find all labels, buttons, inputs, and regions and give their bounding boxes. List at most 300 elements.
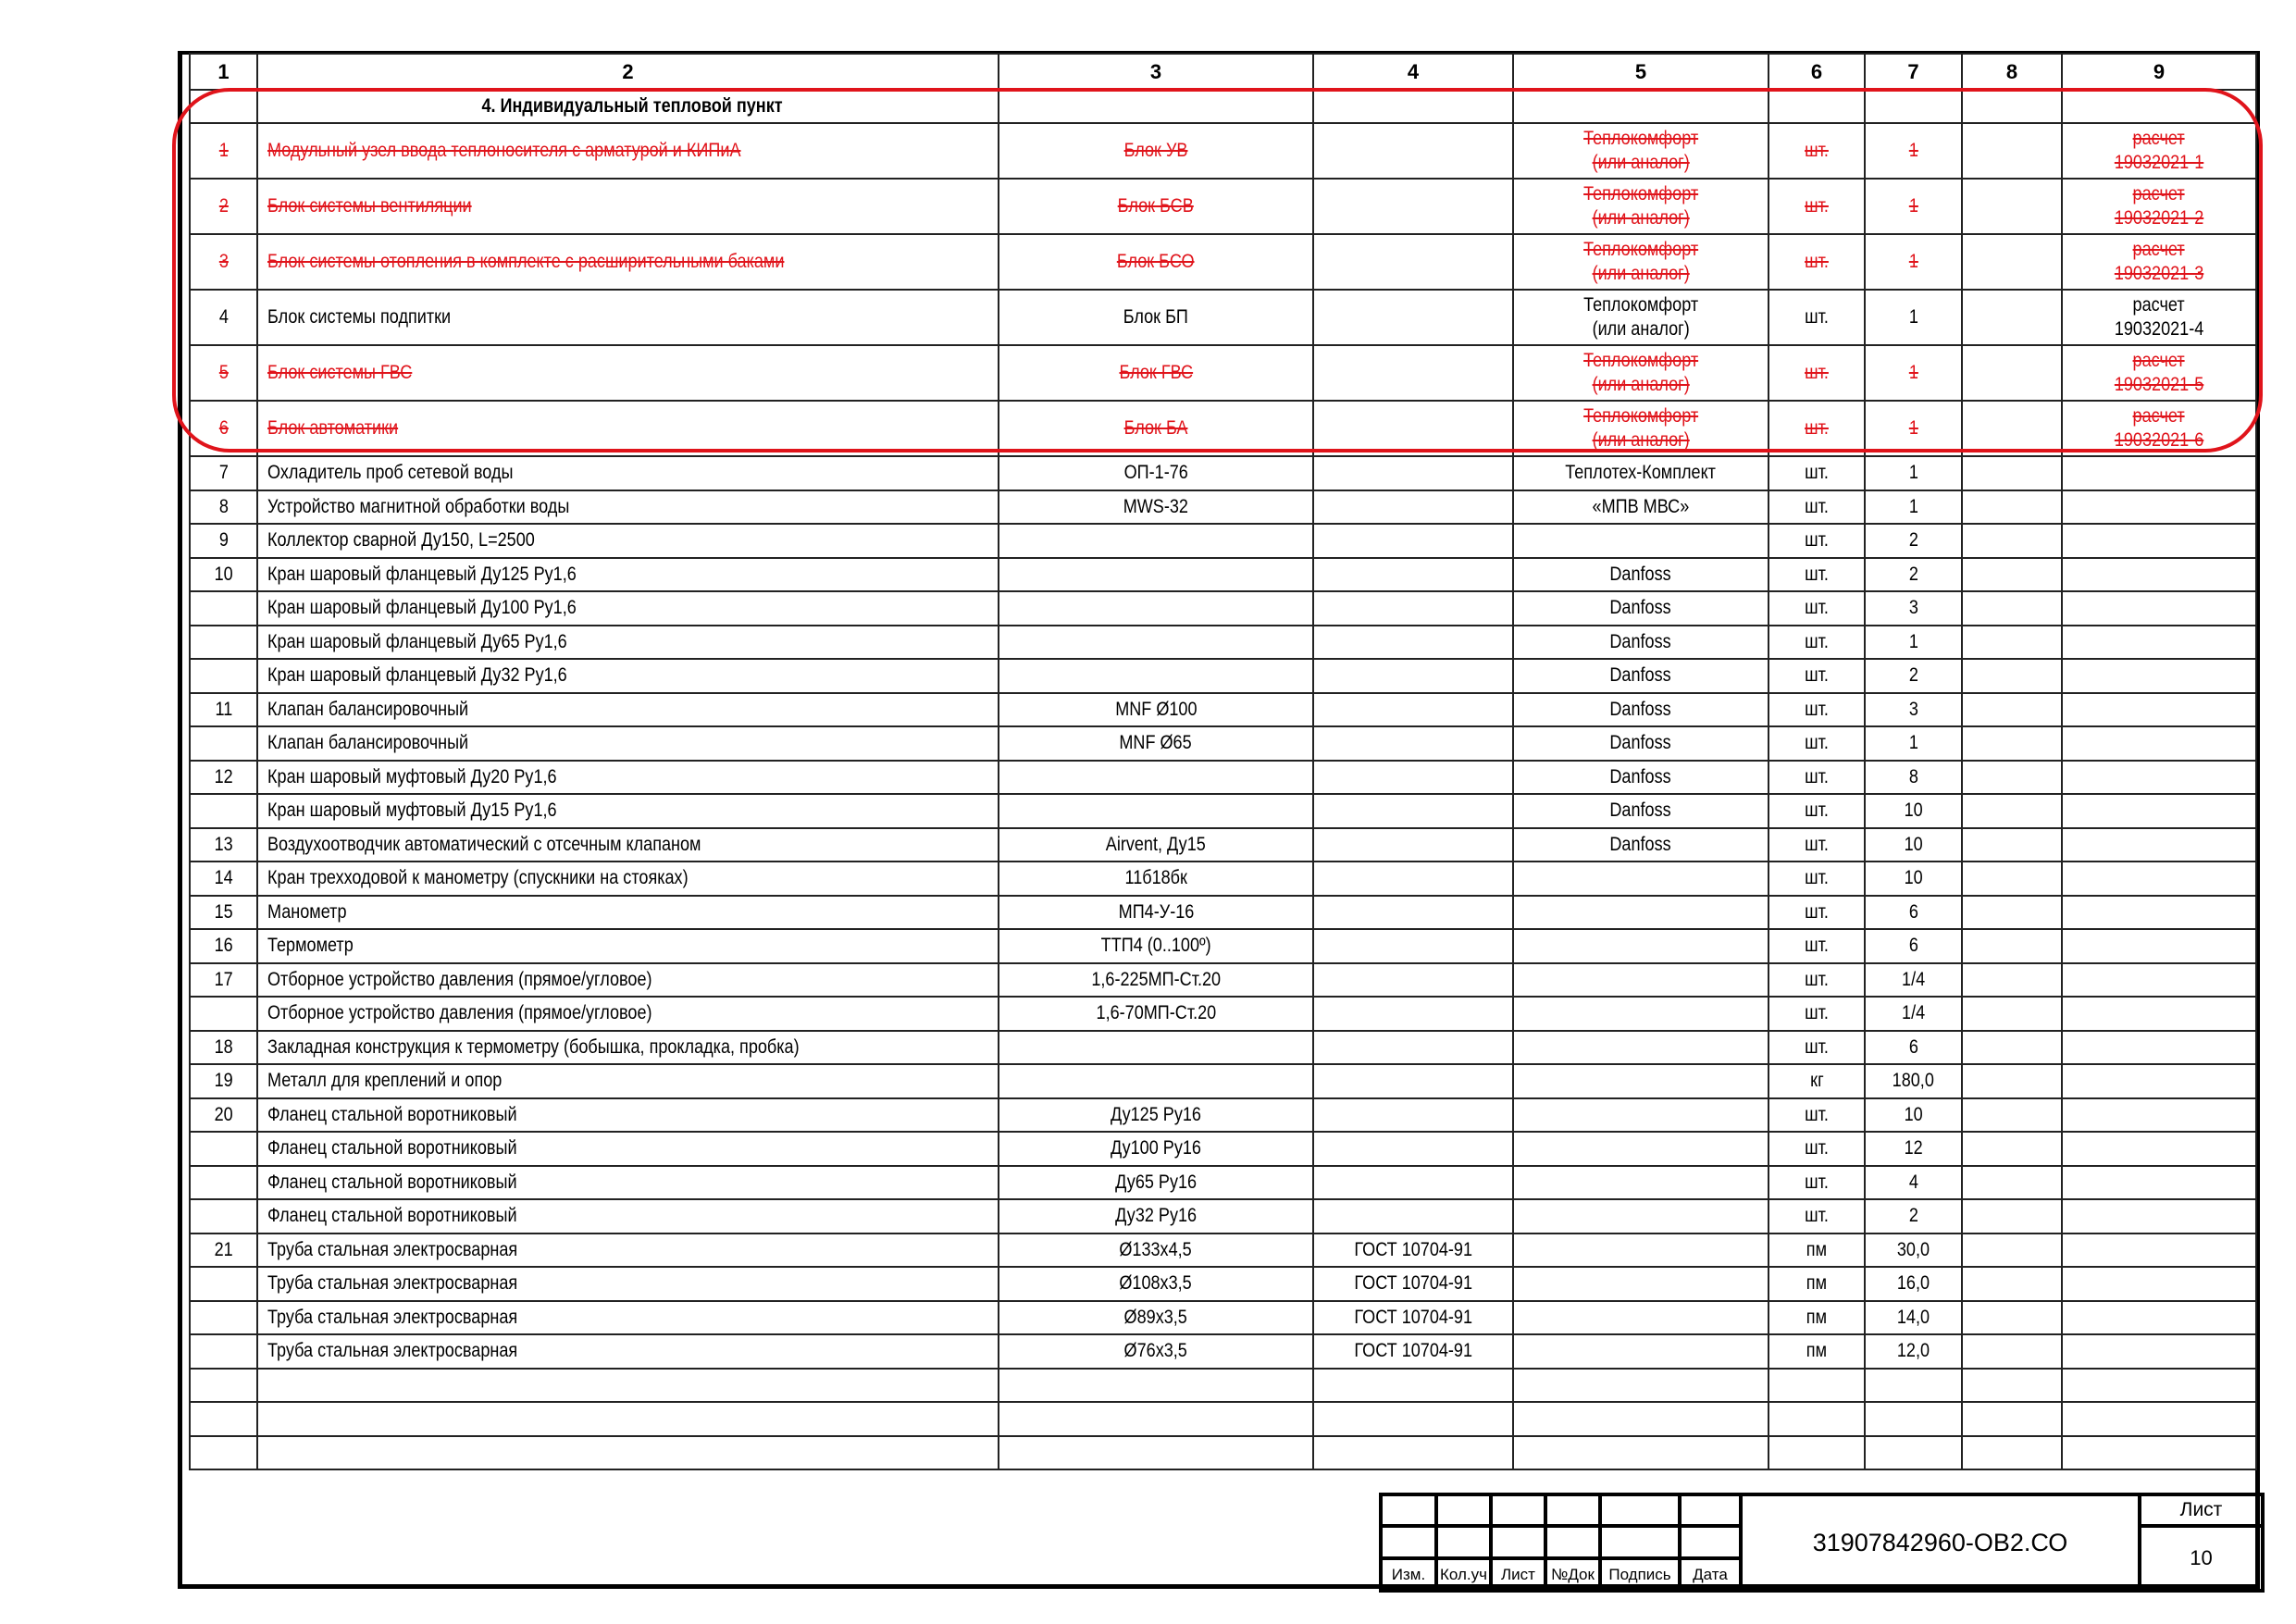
table-row: [190, 1132, 2256, 1166]
table-row: [190, 862, 2256, 896]
cell-type: [999, 558, 1313, 592]
cell-position: 11: [190, 693, 257, 727]
cell-name: Отборное устройство давления (прямое/угловое): [257, 997, 999, 1031]
cell-type: Ø108х3,5: [999, 1267, 1313, 1301]
cell-name: Труба стальная электросварная: [257, 1334, 999, 1369]
cell-manufacturer: Теплокомфорт (или аналог): [1513, 123, 1769, 179]
cell-manufacturer: [1513, 1199, 1769, 1233]
cell-manufacturer: Danfoss: [1513, 591, 1769, 626]
table-row: [190, 290, 2256, 345]
cell-position: 5: [190, 345, 257, 401]
cell-document: [1313, 896, 1513, 930]
label-kol-uch: Кол.уч: [1436, 1558, 1491, 1591]
cell-position: [190, 659, 257, 693]
cell-manufacturer: Теплотех-Комплект: [1513, 456, 1769, 490]
cell-position: [190, 1369, 257, 1403]
cell-note: [2062, 1233, 2256, 1268]
specification-table: [189, 53, 2257, 1470]
cell-name: Блок системы вентиляции: [257, 179, 999, 234]
table-row: [190, 1064, 2256, 1098]
label-izm: Изм.: [1381, 1558, 1436, 1591]
cell-note: [2062, 1132, 2256, 1166]
cell-name: Блок системы ГВС: [257, 345, 999, 401]
cell-manufacturer: Теплокомфорт (или аналог): [1513, 234, 1769, 290]
cell-unit: шт.: [1769, 1199, 1865, 1233]
cell-type: Блок БСВ: [999, 179, 1313, 234]
cell-quantity: 10: [1865, 862, 1962, 896]
cell-name: Блок системы подпитки: [257, 290, 999, 345]
cell-mass: [1962, 1369, 2062, 1403]
cell-type: Блок УВ: [999, 123, 1313, 179]
cell-quantity: 1: [1865, 290, 1962, 345]
cell-quantity: 3: [1865, 591, 1962, 626]
cell-note: [2062, 626, 2256, 660]
sheet-number: 10: [2140, 1526, 2263, 1591]
cell-note: расчет 19032021-2: [2062, 179, 2256, 234]
cell-note: [2062, 862, 2256, 896]
table-row: [190, 659, 2256, 693]
column-header: 8: [1962, 54, 2062, 90]
cell-unit: шт.: [1769, 123, 1865, 179]
cell-note: [2062, 693, 2256, 727]
cell-unit: шт.: [1769, 929, 1865, 963]
cell-unit: пм: [1769, 1267, 1865, 1301]
table-row: [190, 1267, 2256, 1301]
cell-quantity: 1: [1865, 626, 1962, 660]
cell-quantity: 10: [1865, 828, 1962, 862]
table-row: [190, 761, 2256, 795]
cell-unit: шт.: [1769, 401, 1865, 456]
cell-document: [1313, 1436, 1513, 1470]
cell-manufacturer: Теплокомфорт (или аналог): [1513, 179, 1769, 234]
cell-name: Фланец стальной воротниковый: [257, 1166, 999, 1200]
cell-document: [1313, 963, 1513, 998]
cell-type: [999, 794, 1313, 828]
cell-position: [190, 1267, 257, 1301]
label-list: Лист: [1491, 1558, 1545, 1591]
column-header: 4: [1313, 54, 1513, 90]
cell-unit: шт.: [1769, 828, 1865, 862]
cell-name: Закладная конструкция к термометру (бобышка, прокладка, пробка): [257, 1031, 999, 1065]
cell-position: 2: [190, 179, 257, 234]
cell-note: [2062, 456, 2256, 490]
cell-note: расчет 19032021-1: [2062, 123, 2256, 179]
cell-mass: [1962, 179, 2062, 234]
cell-quantity: 6: [1865, 1031, 1962, 1065]
cell-document: [1313, 179, 1513, 234]
cell-position: [190, 726, 257, 761]
cell-note: [2062, 1166, 2256, 1200]
cell-unit: шт.: [1769, 794, 1865, 828]
cell-name: Кран шаровый муфтовый Ду20 Ру1,6: [257, 761, 999, 795]
cell-unit: кг: [1769, 1064, 1865, 1098]
cell-document: [1313, 456, 1513, 490]
table-row: [190, 693, 2256, 727]
cell-manufacturer: [1513, 963, 1769, 998]
cell-position: 20: [190, 1098, 257, 1133]
cell-type: 1,6-70МП-Ст.20: [999, 997, 1313, 1031]
table-row: [190, 997, 2256, 1031]
cell-mass: [1962, 1031, 2062, 1065]
cell-note: [2062, 490, 2256, 525]
table-row: [190, 558, 2256, 592]
cell-quantity: 1/4: [1865, 963, 1962, 998]
cell-name: Кран шаровый фланцевый Ду100 Ру1,6: [257, 591, 999, 626]
cell-name: [257, 1369, 999, 1403]
cell-mass: [1962, 490, 2062, 525]
cell-note: [2062, 1436, 2256, 1470]
cell-note: [2062, 1267, 2256, 1301]
cell-type: Блок БА: [999, 401, 1313, 456]
cell-quantity: 1: [1865, 179, 1962, 234]
table-row: [190, 1301, 2256, 1335]
cell-mass: [1962, 591, 2062, 626]
cell-unit: шт.: [1769, 1132, 1865, 1166]
cell-manufacturer: [1513, 896, 1769, 930]
table-row: [190, 963, 2256, 998]
cell-quantity: 8: [1865, 761, 1962, 795]
cell-mass: [1962, 1436, 2062, 1470]
cell-mass: [1962, 862, 2062, 896]
cell-unit: шт.: [1769, 693, 1865, 727]
cell-document: [1313, 558, 1513, 592]
cell-type: [999, 626, 1313, 660]
cell-mass: [1962, 963, 2062, 998]
cell-type: [999, 1402, 1313, 1436]
cell-manufacturer: «МПВ МВС»: [1513, 490, 1769, 525]
cell-name: Коллектор сварной Ду150, L=2500: [257, 524, 999, 558]
cell-quantity: 2: [1865, 659, 1962, 693]
table-row: [190, 524, 2256, 558]
cell-unit: пм: [1769, 1233, 1865, 1268]
cell-type: [999, 1031, 1313, 1065]
cell-note: [2062, 726, 2256, 761]
cell-manufacturer: Danfoss: [1513, 794, 1769, 828]
cell-mass: [1962, 1402, 2062, 1436]
cell-position: 14: [190, 862, 257, 896]
cell-mass: [1962, 234, 2062, 290]
cell-type: 11б18бк: [999, 862, 1313, 896]
cell-type: Ду65 Ру16: [999, 1166, 1313, 1200]
cell-manufacturer: [1513, 1369, 1769, 1403]
cell-unit: шт.: [1769, 591, 1865, 626]
cell-position: 18: [190, 1031, 257, 1065]
cell-manufacturer: [1513, 997, 1769, 1031]
cell-position: [190, 794, 257, 828]
cell-mass: [1962, 929, 2062, 963]
cell-mass: [1962, 726, 2062, 761]
table-row: [190, 179, 2256, 234]
cell-quantity: 30,0: [1865, 1233, 1962, 1268]
cell-manufacturer: Danfoss: [1513, 761, 1769, 795]
cell-type: [999, 1369, 1313, 1403]
cell-document: [1313, 1166, 1513, 1200]
cell-name: Труба стальная электросварная: [257, 1233, 999, 1268]
cell-quantity: [1865, 1436, 1962, 1470]
cell-type: [999, 1436, 1313, 1470]
section-title: 4. Индивидуальный тепловой пункт: [257, 90, 999, 123]
cell-manufacturer: [1513, 1301, 1769, 1335]
cell-position: 17: [190, 963, 257, 998]
cell-position: [190, 626, 257, 660]
cell-document: [1313, 929, 1513, 963]
cell-name: Фланец стальной воротниковый: [257, 1199, 999, 1233]
cell-document: ГОСТ 10704-91: [1313, 1267, 1513, 1301]
cell-type: MNF Ø65: [999, 726, 1313, 761]
cell-type: ТТП4 (0..100º): [999, 929, 1313, 963]
cell-name: Отборное устройство давления (прямое/угловое): [257, 963, 999, 998]
cell-document: [1313, 401, 1513, 456]
cell-name: Воздухоотводчик автоматический с отсечным клапаном: [257, 828, 999, 862]
cell-document: [1313, 659, 1513, 693]
cell-manufacturer: Теплокомфорт (или аналог): [1513, 401, 1769, 456]
cell-mass: [1962, 345, 2062, 401]
cell-document: [1313, 290, 1513, 345]
cell-mass: [1962, 1334, 2062, 1369]
cell-note: [2062, 1334, 2256, 1369]
cell-manufacturer: [1513, 1334, 1769, 1369]
cell-note: [2062, 558, 2256, 592]
cell-manufacturer: Danfoss: [1513, 726, 1769, 761]
title-block: [1379, 1493, 2261, 1589]
label-data: Дата: [1680, 1558, 1741, 1591]
cell-unit: шт.: [1769, 456, 1865, 490]
table-row: [190, 1334, 2256, 1369]
cell-unit: шт.: [1769, 524, 1865, 558]
cell-unit: шт.: [1769, 558, 1865, 592]
table-row: [190, 401, 2256, 456]
cell-mass: [1962, 1098, 2062, 1133]
cell-manufacturer: Danfoss: [1513, 659, 1769, 693]
cell-unit: шт.: [1769, 490, 1865, 525]
cell-document: [1313, 524, 1513, 558]
cell-position: 19: [190, 1064, 257, 1098]
cell-name: Кран шаровый фланцевый Ду125 Ру1,6: [257, 558, 999, 592]
cell-position: 15: [190, 896, 257, 930]
cell-unit: шт.: [1769, 896, 1865, 930]
cell-manufacturer: [1513, 1064, 1769, 1098]
table-row: [190, 1031, 2256, 1065]
cell-manufacturer: [1513, 1267, 1769, 1301]
cell-document: [1313, 345, 1513, 401]
cell-quantity: [1865, 1369, 1962, 1403]
cell-type: МП4-У-16: [999, 896, 1313, 930]
sheet-label: Лист: [2140, 1494, 2263, 1526]
cell-mass: [1962, 401, 2062, 456]
cell-document: [1313, 1402, 1513, 1436]
cell-mass: [1962, 524, 2062, 558]
cell-position: [190, 1132, 257, 1166]
table-row: [190, 490, 2256, 525]
cell-quantity: 6: [1865, 896, 1962, 930]
cell-document: [1313, 997, 1513, 1031]
cell-document: [1313, 1098, 1513, 1133]
table-row: [190, 1166, 2256, 1200]
cell-manufacturer: [1513, 929, 1769, 963]
cell-position: 10: [190, 558, 257, 592]
cell-unit: шт.: [1769, 997, 1865, 1031]
cell-type: Блок ГВС: [999, 345, 1313, 401]
cell-mass: [1962, 626, 2062, 660]
cell-document: [1313, 1199, 1513, 1233]
cell-type: Блок БП: [999, 290, 1313, 345]
cell-mass: [1962, 896, 2062, 930]
cell-position: 8: [190, 490, 257, 525]
cell-name: Кран шаровый фланцевый Ду65 Ру1,6: [257, 626, 999, 660]
cell-note: [2062, 963, 2256, 998]
cell-mass: [1962, 794, 2062, 828]
cell-quantity: 10: [1865, 1098, 1962, 1133]
cell-type: [999, 1064, 1313, 1098]
cell-name: Термометр: [257, 929, 999, 963]
cell-name: Кран шаровый фланцевый Ду32 Ру1,6: [257, 659, 999, 693]
cell-document: [1313, 1064, 1513, 1098]
cell-document: [1313, 234, 1513, 290]
cell-type: [999, 591, 1313, 626]
cell-unit: пм: [1769, 1301, 1865, 1335]
cell-quantity: 1: [1865, 456, 1962, 490]
cell-name: Кран трехходовой к манометру (спускники на стояках): [257, 862, 999, 896]
cell-type: Ø133х4,5: [999, 1233, 1313, 1268]
cell-note: [2062, 1402, 2256, 1436]
table-row: [190, 794, 2256, 828]
cell-note: [2062, 929, 2256, 963]
cell-note: [2062, 794, 2256, 828]
cell-document: [1313, 761, 1513, 795]
cell-mass: [1962, 1166, 2062, 1200]
cell-name: Клапан балансировочный: [257, 726, 999, 761]
cell-unit: шт.: [1769, 726, 1865, 761]
table-row: [190, 1436, 2256, 1470]
cell-name: Фланец стальной воротниковый: [257, 1098, 999, 1133]
cell-manufacturer: Теплокомфорт (или аналог): [1513, 290, 1769, 345]
table-row: [190, 1402, 2256, 1436]
cell-name: Труба стальная электросварная: [257, 1267, 999, 1301]
table-row: [190, 828, 2256, 862]
cell-mass: [1962, 456, 2062, 490]
cell-note: [2062, 828, 2256, 862]
cell-quantity: 3: [1865, 693, 1962, 727]
column-header: 1: [190, 54, 257, 90]
cell-position: 16: [190, 929, 257, 963]
cell-note: расчет 19032021-4: [2062, 290, 2256, 345]
cell-name: Блок системы отопления в комплекте с расширительными баками: [257, 234, 999, 290]
cell-unit: шт.: [1769, 963, 1865, 998]
cell-mass: [1962, 1064, 2062, 1098]
table-row: [190, 591, 2256, 626]
cell-type: Блок БСО: [999, 234, 1313, 290]
cell-manufacturer: Теплокомфорт (или аналог): [1513, 345, 1769, 401]
cell-document: [1313, 794, 1513, 828]
cell-position: 9: [190, 524, 257, 558]
table-row: [190, 234, 2256, 290]
cell-quantity: 10: [1865, 794, 1962, 828]
cell-document: [1313, 123, 1513, 179]
cell-name: Клапан балансировочный: [257, 693, 999, 727]
cell-unit: шт.: [1769, 345, 1865, 401]
cell-unit: шт.: [1769, 290, 1865, 345]
cell-unit: пм: [1769, 1334, 1865, 1369]
cell-mass: [1962, 659, 2062, 693]
cell-note: [2062, 1369, 2256, 1403]
cell-name: Фланец стальной воротниковый: [257, 1132, 999, 1166]
cell-position: 1: [190, 123, 257, 179]
cell-type: MWS-32: [999, 490, 1313, 525]
cell-unit: [1769, 1436, 1865, 1470]
cell-mass: [1962, 761, 2062, 795]
table-row: [190, 1098, 2256, 1133]
cell-document: [1313, 626, 1513, 660]
cell-document: [1313, 1031, 1513, 1065]
cell-document: [1313, 828, 1513, 862]
cell-type: Ду32 Ру16: [999, 1199, 1313, 1233]
cell-position: 3: [190, 234, 257, 290]
cell-name: Манометр: [257, 896, 999, 930]
cell-document: ГОСТ 10704-91: [1313, 1233, 1513, 1268]
cell-position: [190, 1334, 257, 1369]
cell-mass: [1962, 693, 2062, 727]
cell-position: [190, 1402, 257, 1436]
cell-name: [257, 1436, 999, 1470]
cell-type: [999, 524, 1313, 558]
cell-quantity: 180,0: [1865, 1064, 1962, 1098]
cell-position: [190, 591, 257, 626]
cell-document: [1313, 862, 1513, 896]
cell-mass: [1962, 290, 2062, 345]
cell-name: Модульный узел ввода теплоносителя с арматурой и КИПиА: [257, 123, 999, 179]
cell-position: [190, 1199, 257, 1233]
cell-unit: шт.: [1769, 1031, 1865, 1065]
cell-name: Устройство магнитной обработки воды: [257, 490, 999, 525]
cell-note: [2062, 1199, 2256, 1233]
cell-mass: [1962, 1301, 2062, 1335]
cell-quantity: 16,0: [1865, 1267, 1962, 1301]
cell-type: Ø89х3,5: [999, 1301, 1313, 1335]
cell-position: 7: [190, 456, 257, 490]
revision-cell: [1381, 1494, 1436, 1526]
cell-document: [1313, 693, 1513, 727]
cell-type: ОП-1-76: [999, 456, 1313, 490]
cell-type: Ø76х3,5: [999, 1334, 1313, 1369]
cell-quantity: [1865, 1402, 1962, 1436]
cell-unit: [1769, 1402, 1865, 1436]
cell-manufacturer: [1513, 1031, 1769, 1065]
cell-unit: шт.: [1769, 626, 1865, 660]
cell-manufacturer: [1513, 524, 1769, 558]
cell-quantity: 2: [1865, 524, 1962, 558]
table-row: [190, 896, 2256, 930]
table-row: [190, 726, 2256, 761]
table-row: [190, 456, 2256, 490]
cell-note: расчет 19032021-3: [2062, 234, 2256, 290]
cell-mass: [1962, 1132, 2062, 1166]
cell-name: [257, 1402, 999, 1436]
cell-manufacturer: [1513, 1402, 1769, 1436]
table-row: [190, 1233, 2256, 1268]
cell-mass: [1962, 123, 2062, 179]
cell-position: [190, 1436, 257, 1470]
table-row: [190, 1199, 2256, 1233]
section-heading-row: [190, 90, 2256, 123]
cell-type: Airvent, Ду15: [999, 828, 1313, 862]
cell-note: [2062, 896, 2256, 930]
cell-mass: [1962, 1233, 2062, 1268]
document-designation: 31907842960-ОВ2.СО: [1741, 1494, 2140, 1591]
cell-quantity: 2: [1865, 1199, 1962, 1233]
cell-name: Кран шаровый муфтовый Ду15 Ру1,6: [257, 794, 999, 828]
cell-type: [999, 659, 1313, 693]
cell-manufacturer: Danfoss: [1513, 828, 1769, 862]
